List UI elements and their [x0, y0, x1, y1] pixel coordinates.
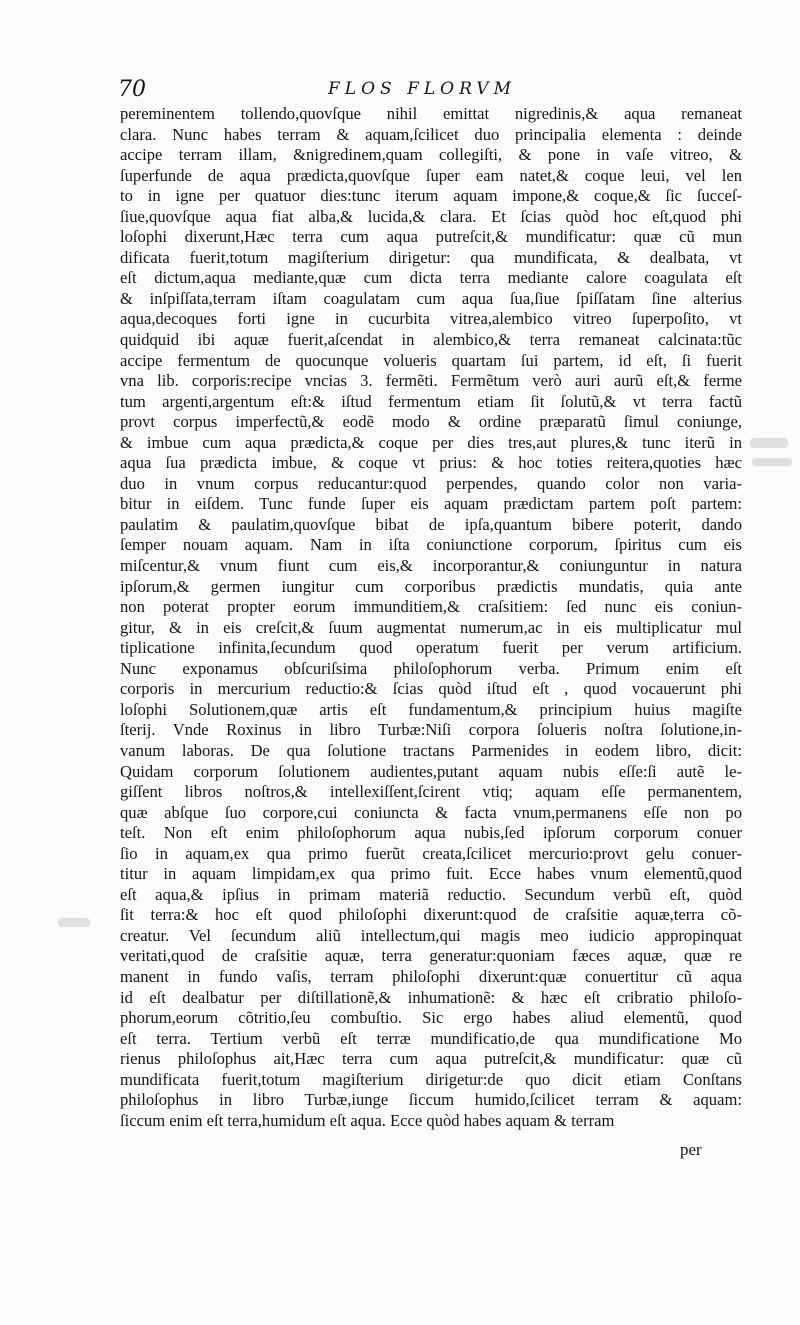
text-line: aqua,decoques forti igne in cucurbita vitrea,alembico vitreo ſuperpoſito, vt: [120, 309, 742, 329]
text-line: & inſpiſſata,terram iſtam coagulatam cum aqua ſua,ſiue ſpiſſatam ſine alterius: [120, 288, 742, 308]
text-line: paulatim & paulatim,quovſque bibat de ipſa,quantum bibere poterit, dando: [120, 514, 742, 534]
text-line: duo in vnum corpus reducantur:quod perpendes, quando color non varia-: [120, 473, 742, 493]
text-line: eſt terra. Tertium verbũ eſt terræ mundificatio,de qua mundificatione Mo: [120, 1028, 742, 1048]
text-line: bitur in eiſdem. Tunc funde ſuper eis aquam prædictam partem poſt partem:: [120, 494, 742, 514]
text-line: aqua ſua prædicta imbue, & coque vt prius: & hoc toties reitera,quoties hæc: [120, 453, 742, 473]
text-line: vna lib. corporis:recipe vncias 3. fermẽti. Fermẽtum verò auri aurũ eſt,& ferme: [120, 371, 742, 391]
text-line: gitur, & in eis creſcit,& ſuum augmentat numerum,ac in eis multiplicatur mul: [120, 617, 742, 637]
text-line: mundificata fuerit,totum magiſterium dirigetur:de quo dicit etiam Conſtans: [120, 1069, 742, 1089]
text-line: loſophi dixerunt,Hæc terra cum aqua putreſcit,& mundificatur: quæ cũ mun: [120, 227, 742, 247]
text-line: veritati,quod de craſsitie aquæ, terra generatur:quoniam fæces aquæ, quæ re: [120, 946, 742, 966]
margin-smudge: [752, 458, 792, 466]
text-line: quæ abſque ſuo corpore,cui coniuncta & facta vnum,permanens eſſe non po: [120, 802, 742, 822]
text-line: ſiccum enim eſt terra,humidum eſt aqua. Ecce quòd habes aquam & terram: [120, 1110, 615, 1130]
page-header: [118, 77, 738, 105]
text-line: clara. Nunc habes terram & aquam,ſcilicet duo principalia elementa : deinde: [120, 124, 742, 144]
margin-smudge: [58, 918, 90, 927]
text-line: non poterat propter eorum immunditiem,& craſsitiem: ſed nunc eis coniun-: [120, 597, 742, 617]
text-line: quidquid ibi aquæ fuerit,aſcendat in alembico,& terra remaneat calcinata:tũc: [120, 330, 742, 350]
page-number: 70: [118, 77, 146, 102]
text-line: corporis in mercurium reductio:& ſcias quòd iſtud eſt , quod vocauerunt phi: [120, 679, 742, 699]
text-line: loſophi Solutionem,quæ artis eſt fundamentum,& principium huius magiſte: [120, 699, 742, 719]
text-line: philoſophus in libro Turbæ,iunge ſiccum humido,ſcilicet terram & aquam:: [120, 1090, 742, 1110]
body-text: [120, 104, 742, 1131]
text-line: provt corpus imperfectũ,& eodẽ modo & ordine præparatũ ſimul coniunge,: [120, 412, 742, 432]
text-line: tiplicatione infinita,ſecundum quod operatum fuerit per verum artificium.: [120, 638, 742, 658]
text-line: ſemper nouam aquam. Nam in iſta coniunctione corporum, ſpiritus cum eis: [120, 535, 742, 555]
text-line: phorum,eorum cõtritio,ſeu combuſtio. Sic ergo habes aliud elementũ, quod: [120, 1008, 742, 1028]
text-line: eſt aqua,& ipſius in primam materiã reductio. Secundum verbũ eſt, quòd: [120, 884, 742, 904]
text-line: ſiue,quovſque aqua fiat alba,& lucida,& clara. Et ſcias quòd hoc eſt,quod phi: [120, 206, 742, 226]
text-line: to in igne per quatuor dies:tunc iterum aquam impone,& coque,& ſic ſucceſ-: [120, 186, 742, 206]
text-line: & imbue cum aqua prædicta,& coque per dies tres,aut plures,& tunc iterũ in: [120, 432, 742, 452]
text-line: miſcentur,& vnum fiunt cum eis,& incorporantur,& coniunguntur in natura: [120, 556, 742, 576]
text-line: rienus philoſophus ait,Hæc terra cum aqua putreſcit,& mundificatur: quæ cũ: [120, 1049, 742, 1069]
text-line: id eſt dealbatur per diſtillationẽ,& inhumationẽ: & hæc eſt cribratio philoſo-: [120, 987, 742, 1007]
text-line: Nunc exponamus obſcuriſsima philoſophorum verba. Primum enim eſt: [120, 658, 742, 678]
text-line: vanum laboras. De qua ſolutione tractans Parmenides in eodem libro, dicit:: [120, 740, 742, 760]
text-line: tum argenti,argentum eſt:& iſtud fermentum etiam ſit ſolutũ,& vt terra factũ: [120, 391, 742, 411]
text-line: teſt. Non eſt enim philoſophorum aqua nubis,ſed ipſorum corporum conuer: [120, 823, 742, 843]
text-line: ſterij. Vnde Roxinus in libro Turbæ:Niſi corpora ſolueris noſtra ſolutione,in-: [120, 720, 742, 740]
text-line: accipe fermentum de quocunque volueris quartam ſui partem, id eſt, ſi fuerit: [120, 350, 742, 370]
running-title: FLOS FLORVM: [328, 79, 516, 99]
catchword: per: [680, 1140, 702, 1159]
text-line: ſuperfunde de aqua prædicta,quovſque ſuper eam natet,& coque leui, vel len: [120, 165, 742, 185]
text-line: eſt dictum,aqua mediante,quæ cum dicta terra mediante calore coagulata eſt: [120, 268, 742, 288]
text-line: dificata fuerit,totum magiſterium dirigetur: qua mundificata, & dealbata, vt: [120, 247, 742, 267]
text-line: manent in fundo vaſis, terram philoſophi dixerunt:quæ conuertitur cũ aqua: [120, 966, 742, 986]
margin-smudge: [750, 438, 788, 448]
text-line: ſio in aquam,ex qua primo fuerũt creata,ſcilicet mercurio:provt gelu conuer-: [120, 843, 742, 863]
text-line: titur in aquam limpidam,ex qua primo fuit. Ecce habes vnum elementũ,quod: [120, 864, 742, 884]
text-line: Quidam corporum ſolutionem audientes,putant aquam nubis eſſe:ſi autẽ le-: [120, 761, 742, 781]
text-line: creatur. Vel ſecundum aliũ intellectum,qui magis meo iudicio appropinquat: [120, 925, 742, 945]
text-line: ſit terra:& hoc eſt quod philoſophi dixerunt:quod de craſsitie aquæ,terra cõ-: [120, 905, 742, 925]
text-line: pereminentem tollendo,quovſque nihil emittat nigredinis,& aqua remaneat: [120, 104, 742, 123]
text-line: ipſorum,& germen iungitur cum corporibus prædictis mundatis, quia ante: [120, 576, 742, 596]
text-line: accipe terram illam, &nigredinem,quam collegiſti, & pone in vaſe vitreo, &: [120, 145, 742, 165]
text-line: giſſent libros noſtros,& intellexiſſent,ſcirent vtiq; aquam eſſe permanentem,: [120, 782, 742, 802]
